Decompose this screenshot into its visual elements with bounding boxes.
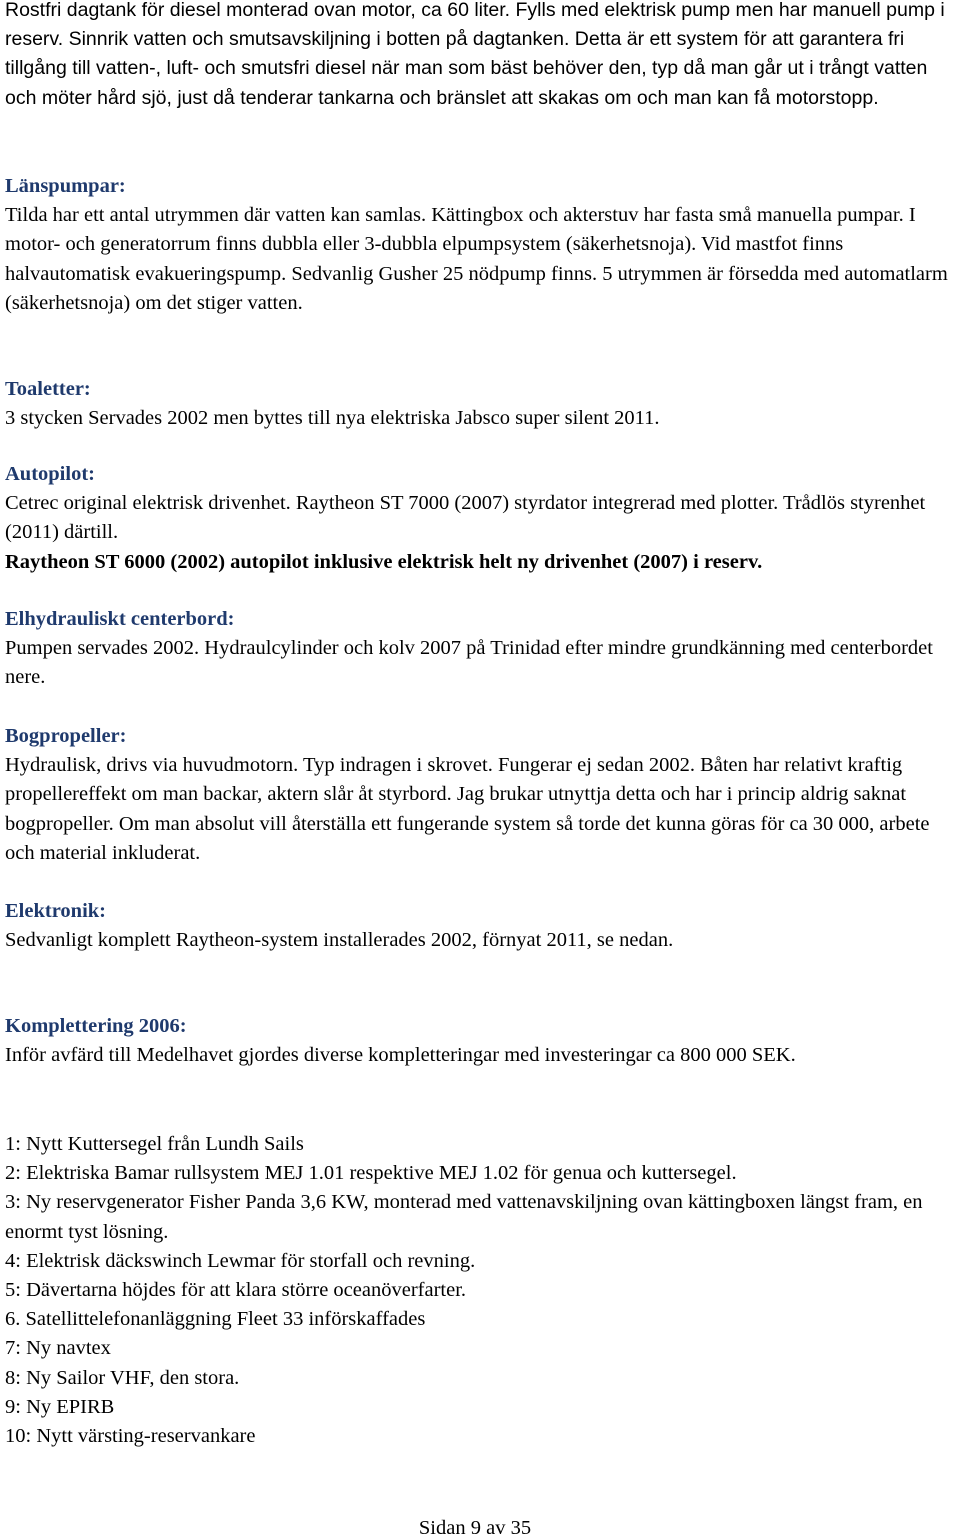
list-item: 8: Ny Sailor VHF, den stora.: [5, 1366, 240, 1389]
section-heading: Bogpropeller:: [5, 725, 127, 747]
section-heading: Toaletter:: [5, 378, 91, 400]
section-bold-text: Raytheon ST 6000 (2002) autopilot inklusive elektrisk helt ny drivenhet (2007) i reserv.: [5, 550, 763, 573]
list-item: 9: Ny EPIRB: [5, 1395, 115, 1418]
list-item: 2: Elektriska Bamar rullsystem MEJ 1.01 respektive MEJ 1.02 för genua och kuttersegel.: [5, 1162, 737, 1185]
page-number: Sidan 9 av 35: [418, 1517, 532, 1539]
list-item: 6. Satellittelefonanläggning Fleet 33 införskaffades: [5, 1308, 426, 1331]
section-elektronik: [5, 897, 950, 955]
section-text: Inför avfärd till Medelhavet gjordes diverse kompletteringar med investeringar ca 800 000 SEK.: [5, 1044, 796, 1067]
komplettering-list: [5, 1130, 950, 1451]
section-text: Hydraulisk, drivs via huvudmotorn. Typ indragen i skrovet. Fungerar ej sedan 2002. Båten har relativt kraftig propellereffekt om man backar, aktern slår åt styrbord. Jag brukar utnyttja detta och har i princip aldrig saknat bogpropeller. Om man absolut vill återställa ett fungerande system så torde det kunna göras för ca 30 000, arbete och material inkluderat.: [5, 754, 930, 864]
section-lanspumpar: [5, 172, 950, 318]
list-item: 1: Nytt Kuttersegel från Lundh Sails: [5, 1133, 304, 1155]
list-item: 10: Nytt värsting-reservankare: [5, 1425, 256, 1448]
section-heading: Elektronik:: [5, 900, 106, 922]
section-centerbord: [5, 605, 950, 693]
section-heading: Komplettering 2006:: [5, 1015, 187, 1037]
section-text: Tilda har ett antal utrymmen där vatten kan samlas. Kättingbox och akterstuv har fasta små manuella pumpar. I motor- och generatorrum finns dubbla eller 3-dubbla elpumpsystem (säkerhetsnoja). Vid mastfot finns halvautomatisk evakueringspump. Sedvanlig Gusher 25 nödpump finns. 5 utrymmen är försedda med automatlarm (säkerhetsnoja) om det stiger vatten.: [5, 204, 948, 314]
list-item: 7: Ny navtex: [5, 1337, 111, 1360]
section-autopilot: [5, 460, 950, 577]
section-heading: Elhydrauliskt centerbord:: [5, 608, 235, 630]
intro-paragraph: Rostfri dagtank för diesel monterad ovan motor, ca 60 liter. Fylls med elektrisk pump men har manuell pump i reserv. Sinnrik vatten och smutsavskiljning i botten på dagtanken. Detta är ett system för att garantera fri tillgång till vatten-, luft- och smutsfri diesel när man som bäst behöver den, typ då man går ut i trångt vatten och möter hård sjö, just då tenderar tankarna och bränslet att skakas om och man kan få motorstopp.: [5, 0, 945, 109]
list-item: 5: Dävertarna höjdes för att klara större oceanöverfarter.: [5, 1279, 467, 1302]
section-heading: Länspumpar:: [5, 175, 126, 197]
section-text: 3 stycken Servades 2002 men byttes till nya elektriska Jabsco super silent 2011.: [5, 407, 660, 430]
list-item: 4: Elektrisk däckswinch Lewmar för storfall och revning.: [5, 1249, 476, 1272]
section-text: Cetrec original elektrisk drivenhet. Raytheon ST 7000 (2007) styrdator integrerad med plotter. Trådlös styrenhet (2011) därtill.: [5, 492, 926, 544]
list-item: 3: Ny reservgenerator Fisher Panda 3,6 KW, monterad med vattenavskiljning ovan kättingboxen längst fram, en enormt tyst lösning.: [5, 1191, 923, 1243]
section-komplettering: [5, 1012, 950, 1070]
section-heading: Autopilot:: [5, 463, 95, 485]
section-toaletter: [5, 375, 950, 433]
section-text: Pumpen servades 2002. Hydraulcylinder och kolv 2007 på Trinidad efter mindre grundkänning med centerbordet nere.: [5, 637, 933, 689]
section-bogpropeller: [5, 722, 950, 868]
section-text: Sedvanligt komplett Raytheon-system installerades 2002, förnyat 2011, se nedan.: [5, 929, 674, 952]
